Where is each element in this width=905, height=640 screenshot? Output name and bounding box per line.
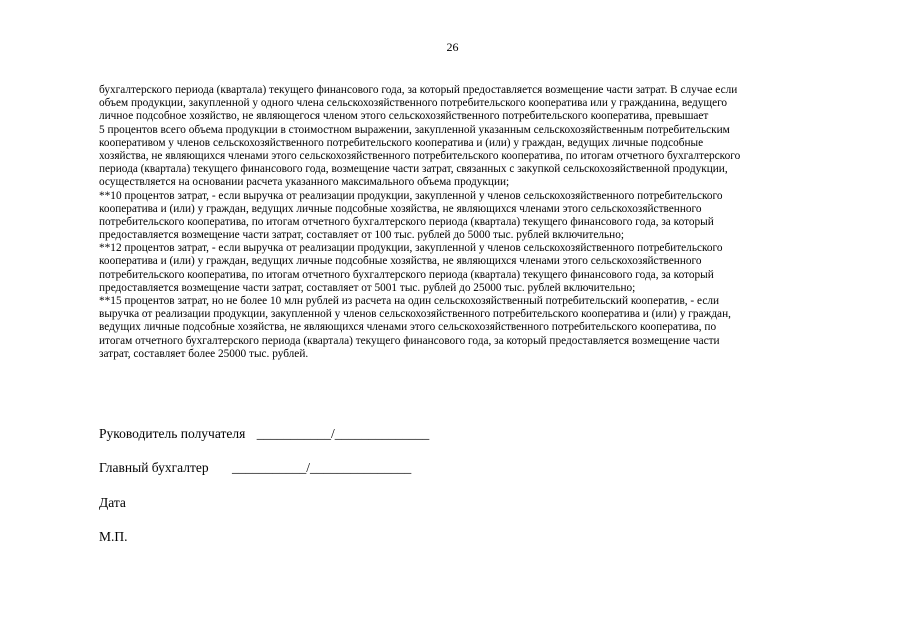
body-line: итогам отчетного бухгалтерского периода (квартала) текущего финансового года, за который предоставляется возмещение части — [99, 334, 720, 347]
body-line: выручка от реализации продукции, закупленной у членов сельскохозяйственного потребительского кооператива и (или) у граждан, — [99, 308, 731, 321]
body-line: бухгалтерского периода (квартала) текущего финансового года, за который предоставляется возмещение части затрат. В случае если — [99, 84, 738, 96]
body-line: периода (квартала) текущего финансового года, возмещение части затрат, связанных с закупкой сельскохозяйственной продукции, — [99, 163, 728, 176]
body-line: предоставляется возмещение части затрат, составляет от 5001 тыс. рублей до 25000 тыс. рублей включительно; — [99, 281, 636, 294]
body-line: затрат, составляет более 25000 тыс. рублей. — [99, 347, 309, 360]
accountant-signature-label: Главный бухгалтер — [99, 460, 209, 475]
body-line: 5 процентов всего объема продукции в стоимостном выражении, закупленной указанным сельскохозяйственным потребительским — [99, 123, 730, 136]
date-label: Дата — [99, 495, 126, 510]
accountant-signature-row — [99, 460, 411, 476]
body-line: **15 процентов затрат, но не более 10 млн рублей из расчета на один сельскохозяйственный потребительский кооператив, - если — [99, 295, 720, 307]
head-signature-field: ___________/______________ — [256, 426, 430, 441]
accountant-signature-field: ___________/_______________ — [232, 460, 412, 475]
body-line: объем продукции, закупленной у одного члена сельскохозяйственного потребительского кооператива или у гражданина, ведущего — [99, 97, 728, 110]
body-line: кооператива и (или) у граждан, ведущих личные подсобные хозяйства, не являющихся членами этого сельскохозяйственного — [99, 202, 702, 215]
body-line: **10 процентов затрат, - если выручка от реализации продукции, закупленной у членов сельскохозяйственного потребительского — [99, 189, 723, 202]
body-line: потребительского кооператива, по итогам отчетного бухгалтерского периода (квартала) текущего финансового года, за который — [99, 215, 714, 228]
body-line: **12 процентов затрат, - если выручка от реализации продукции, закупленной у членов сельскохозяйственного потребительского — [99, 242, 723, 255]
page-number: 26 — [446, 40, 459, 54]
head-signature-row — [99, 426, 429, 442]
head-signature-label: Руководитель получателя — [99, 426, 246, 441]
body-line: хозяйства, не являющихся членами этого сельскохозяйственного потребительского кооператива, по итогам отчетного бухгалтерского — [99, 149, 741, 162]
body-line: кооператива и (или) у граждан, ведущих личные подсобные хозяйства, не являющихся членами этого сельскохозяйственного — [99, 255, 702, 268]
body-line: личное подсобное хозяйство, не являющегося членом этого сельскохозяйственного потребительского кооператива, превышает — [99, 110, 709, 123]
stamp-label: М.П. — [99, 529, 128, 544]
body-line: кооперативом у членов сельскохозяйственного потребительского кооператива и (или) у граждан, ведущих личные подсобные — [99, 136, 704, 149]
body-text — [99, 84, 839, 361]
body-line: предоставляется возмещение части затрат, составляет от 100 тыс. рублей до 5000 тыс. рублей включительно; — [99, 229, 625, 242]
body-line: ведущих личные подсобные хозяйства, не являющихся членами этого сельскохозяйственного потребительского кооператива, по — [99, 321, 717, 334]
body-line: осуществляется на основании расчета указанного максимального объема продукции; — [99, 176, 510, 189]
body-line: потребительского кооператива, по итогам отчетного бухгалтерского периода (квартала) текущего финансового года, за который — [99, 268, 714, 281]
